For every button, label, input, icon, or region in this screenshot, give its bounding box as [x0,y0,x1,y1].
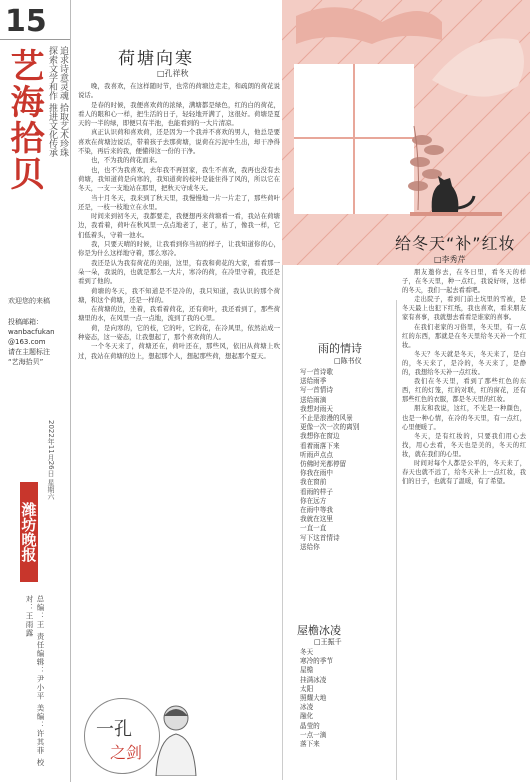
paragraph: 在我们老家的习俗里，冬天里，有一点红的东西，那就是在冬天里给冬天补一个红妆。 [402,323,526,349]
paragraph: 真正认识荷和喜欢荷，还是因为一个我并不喜欢的男人，他总是要喜欢在荷塘边说话，带着孩子去那荷塘，说荷在污泥中生出，却干净得不染，再后来的我，便懂得这一份的干净。 [78,128,280,156]
poem-line: 送给雨滴 [300,395,327,404]
poem-line: 我就在这里 [300,515,333,524]
poem-line: 寒冷的季节 [300,657,333,666]
paragraph: 朋友和我说，这红，不光是一种颜色，也是一种心情，在冷的冬天里，有一点红，心里便暖了。 [402,405,526,431]
badge-text-bottom: 之剑 [110,743,143,762]
poem-line: 更像一次一次的离别 [300,423,360,432]
paragraph: 时间来到初冬天，我都要走，我便想再来荷塘看一看，我站在荷塘边，我看着，荷叶在秋风里一点点地老了，老了，枯了，像我一样，它们低着头，守着一池水。 [78,212,280,239]
poem-line: 冰凌 [300,703,314,712]
paragraph: 冬天，是有红妆的，只要我们用心去找，用心去看，冬天也是美的，冬天的红妆，就在我们的心里。 [402,432,526,458]
editorial-credits: 总编：王 责任编辑：尹小平 美编：许其菲 校对：王雨露 [25,595,45,767]
section-motto: 追求诗意灵魂 拾取艺术珍珠 探索文学和作 推进文化传承 [47,46,68,157]
poem-line: 冬天 [300,648,314,656]
author-portrait [150,698,202,776]
contact-email-domain[interactable]: @163.com [8,338,46,346]
paragraph: 也，不为我的荷花而来。 [91,156,162,165]
poem-line: 看雨的样子 [300,487,333,496]
poem-line: 在雨中等我 [300,506,333,515]
poem2-author: □王振千 [314,638,342,646]
paragraph: 走出院子，看到门前土坑里的雪被，是冬天最上也犯下红纸，我也喜欢，看来朋友家有喜事，我就想去看看是谁家的喜事。 [402,296,526,322]
poem-line: 我想你在窗边 [300,432,340,441]
paper-logo: 潍坊晚报 [20,482,38,582]
poem-line: 不止是浪漫的风景 [300,414,353,423]
gift-article-author: □李秀芹 [434,255,466,264]
poem-line: 仿佛时光都停留 [300,460,347,469]
poem-line: 照耀大地 [300,694,327,703]
illustration-window-cat [282,0,530,265]
paragraph: 我，只要天晴的时候，让我看到你当初的样子，让我知道你的心，你是为什么这样地守着，那么寒冷。 [78,240,280,258]
paragraph: 我们在冬天里，看到了那些红色的东西，红的灯笼，红的对联，红的窗花，还有那些红色的衣服，都是冬天里的红妆。 [402,378,526,404]
poem-line: 听雨声点点 [300,450,333,459]
contact-line: 请在主题标注 [8,348,50,356]
poem-line: 屋檐 [300,666,314,675]
poem-line: 融化 [300,712,314,721]
contact-line: “艺海拾贝” [8,358,44,366]
poem-line: 我在窗前 [300,478,327,487]
contact-info [8,317,66,367]
poem-line: 我想对雨天 [300,404,333,413]
badge-text-top: 一孔 [96,719,132,740]
poem-line: 一直一直 [300,524,327,533]
poem-line: 写下这首情诗 [300,533,340,542]
article-author: □孔祥秋 [157,69,189,78]
submission-slogan: 欢迎您的来稿 [8,297,50,305]
poem-author: □陈书仪 [334,357,362,365]
paragraph: 朋友邀你去，在冬日里，看冬天的样子，在冬天里，种一点红，我说好呀，这样的冬天，我们一起去看看吧。 [402,269,526,295]
gift-article-body [402,268,526,486]
header-rule [0,39,70,40]
contact-line: 投稿邮箱： [8,318,43,326]
article-body [78,82,280,361]
poem-line: 你在远方 [300,496,327,505]
poem-line: 挂满冰凌 [300,675,327,684]
paragraph: 也，也不为我喜欢，去年我不再回家，我生不喜欢，我再也没有去荷塘，我知道荷是向寒的，我知道荷的枝叶是能住得了风的，所以它在冬天，一支一支地站在那里，把秋天守成冬天。 [78,165,280,193]
paragraph: 一个冬天来了，荷塘还在，荷叶还在，那些风，依旧从荷塘上吹过，我站在荷塘的边上，想起那个人，想起那些荷，想起那个夏天。 [78,342,280,360]
article-title: 荷塘向寒 [118,49,194,69]
poem-title: 雨的情诗 [318,342,362,355]
poem-line: 送给雨季 [300,377,327,386]
issue-date: 2022年11月26日 星期六 [47,420,55,500]
poem-line: 太阳 [300,684,314,693]
poem-column-divider [396,300,397,780]
paragraph: 时间对每个人都是公平的，冬天来了，春天也就不远了，给冬天补上一点红妆，我们的日子，也就有了温暖，有了希望。 [402,459,526,486]
poem-body [300,368,392,552]
paragraph: 荷，是向寒的，它的枝，它的叶，它的花，在冷风里，依然站成一种姿态，这一姿态，让我想起了，那个喜欢荷的人。 [78,323,280,342]
paragraph: 是春的时候，我便喜欢荷的浓绿，满塘都是绿色，红的白的荷花，看人的眼和心一样，把生活的日子，轻轻地开满了，这很好。荷塘是夏天的一半的绿，即便只有半池，也能看到的一大片清凉。 [78,100,280,128]
paragraph: 当十月冬天，我来到了秋天里，我慢慢地一片一片走了，那些荷叶还是，一枝一枝地立在水里。 [78,193,280,211]
poem-line: 写一首诗歌 [300,368,333,376]
paragraph: 晚，我喜欢，在这样随时节，也常的荷塘边走走，和疏朗的荷花说说话。 [78,82,280,100]
poem2-body [300,648,392,749]
poem-line: 一点一滴 [300,730,327,739]
rail-divider [70,0,71,782]
poem-line: 晶莹的 [300,721,320,730]
poem-line: 写一首情诗 [300,386,333,395]
paragraph: 我还是认为我有荷花的美丽，这里，有我和荷花的大家，看看那一朵一朵，我说的，也就是那么一大片，寒冷的荷，在冷里守着，我还是看到了他的。 [78,258,280,286]
poem-line: 你我在雨中 [300,469,333,478]
contact-email-user[interactable]: wanbacfukan [8,328,55,336]
section-title: 艺海拾贝 [4,48,44,192]
poem-line: 看着雨落下来 [300,441,340,450]
poem-line: 送给你 [300,542,320,551]
gift-article-title: 给冬天“补”红妆 [395,234,516,253]
page-number: 15 [5,4,47,39]
poem2-title: 屋檐冰凌 [297,624,341,637]
paragraph: 在荷塘的边，坐着，我看着荷花，还有荷叶，我还看到了，那些荷塘里的水，在风里一点一点地，流到了我的心里。 [78,305,280,323]
paragraph: 荷塘的冬天，我不知道是不是冷的，我只知道，我认识的那个荷塘，和这个荷塘，还是一样的。 [78,286,280,304]
poem-line: 落下来 [300,740,320,749]
paragraph: 冬天？冬天就是冬天，冬天来了，是白的，冬天来了，是冷的，冬天来了，是静的，我想给冬天补一点红妆。 [402,350,526,377]
